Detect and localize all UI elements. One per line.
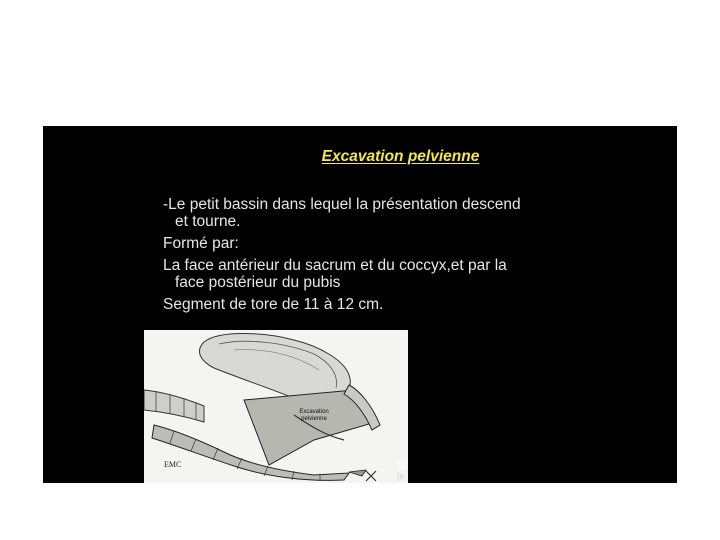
paragraph-2-line-1: Formé par: bbox=[163, 235, 239, 252]
excavation-label-line-1: Excavation bbox=[299, 409, 329, 415]
figure-number-suffix: (e bbox=[397, 472, 405, 481]
lumbar-spine bbox=[144, 390, 204, 422]
slide-title: Excavation pelvienne bbox=[321, 148, 480, 165]
paragraph-1 bbox=[163, 196, 583, 230]
excavation-label-line-2: pelvienne bbox=[301, 416, 327, 422]
source-label: EMC bbox=[164, 460, 182, 469]
coccyx-tip bbox=[349, 470, 366, 476]
paragraph-4-line-1: Segment de tore de 11 à 12 cm. bbox=[163, 296, 384, 313]
paragraph-4 bbox=[163, 296, 583, 313]
pelvis-drawing bbox=[144, 330, 408, 483]
cross-mark bbox=[366, 471, 376, 481]
figure-edge bbox=[409, 330, 419, 483]
slide-body bbox=[163, 196, 583, 318]
paragraph-3-line-1: La face antérieur du sacrum et du coccyx,et par la bbox=[163, 257, 507, 274]
excavation-label bbox=[284, 409, 344, 423]
paragraph-1-line-2: et tourne. bbox=[175, 213, 241, 230]
slide bbox=[43, 126, 677, 483]
paragraph-2 bbox=[163, 235, 583, 252]
paragraph-1-line-1: -Le petit bassin dans lequel la présentation descend bbox=[163, 196, 521, 213]
paragraph-3 bbox=[163, 257, 583, 291]
paragraph-3-line-2: face postérieur du pubis bbox=[175, 274, 341, 291]
pelvis-diagram bbox=[144, 330, 408, 483]
figure-number: 11 bbox=[397, 461, 407, 471]
